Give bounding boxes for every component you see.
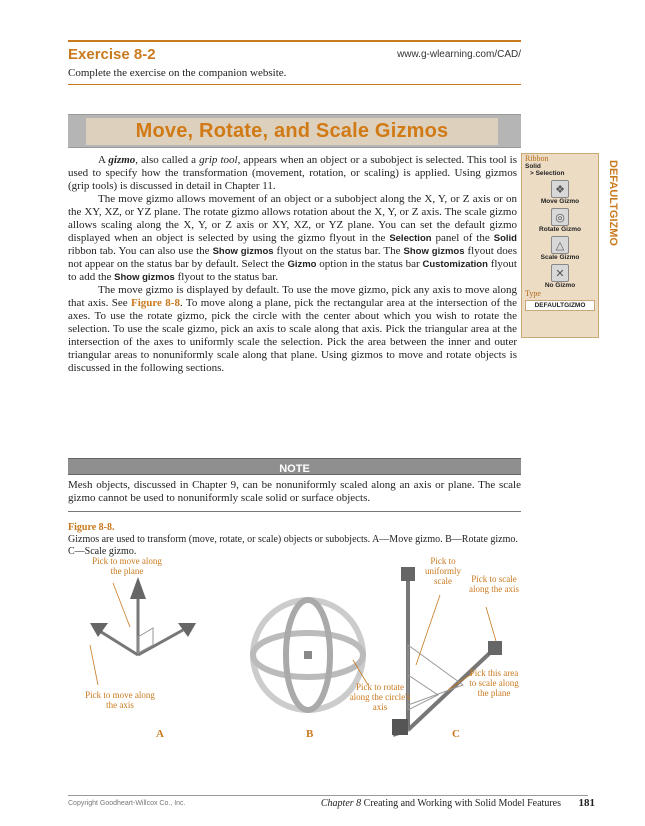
type-label: Type (525, 289, 541, 298)
note-heading: NOTE (279, 463, 310, 475)
term-grip-tool: grip tool (199, 154, 238, 166)
sidebar-vertical-title (599, 160, 619, 280)
rotate-gizmo-label: Rotate Gizmo (539, 226, 581, 233)
callout-rotate: Pick to rotate along the circle's axis (349, 682, 411, 712)
paragraph-3 (68, 284, 517, 375)
ribbon-label: Ribbon (525, 154, 549, 163)
ui-term-selection: Selection (389, 233, 432, 244)
paragraph-1 (68, 154, 517, 193)
text-run: flyout on the status bar. The (273, 245, 404, 257)
text-run: option in the status bar (316, 258, 423, 270)
callout-scale-axis: Pick to scale along the axis (469, 574, 519, 594)
scale-x-handle (488, 641, 502, 655)
exercise-top-rule (68, 40, 521, 42)
no-gizmo-icon[interactable]: ✕ (551, 264, 569, 282)
page-number: 181 (578, 797, 595, 809)
note-bottom-rule (68, 511, 521, 512)
rotate-gizmo-icon[interactable]: ◎ (551, 208, 569, 226)
type-command: DEFAULTGIZMO (525, 300, 595, 311)
section-title: Move, Rotate, and Scale Gizmos (135, 120, 449, 142)
move-z-arrowhead (130, 577, 146, 599)
text-run: flyout to the status bar. (174, 271, 279, 283)
term-gizmo: gizmo (108, 154, 136, 166)
footer-rule (68, 795, 588, 796)
panel-letter-c: C (452, 728, 460, 740)
exercise-description: Complete the exercise on the companion website. (68, 67, 287, 79)
text-run: , also called a (135, 154, 200, 166)
figure-caption: Gizmos are used to transform (move, rotate, or scale) objects or subobjects. A—Move gizmo. B—Rotate gizmo. C—Scale gizmo. (68, 534, 518, 557)
text-run: . To move along a plane, pick the rectangular area at the intersection of the axes. To use the rotate gizmo, pick the circle with the center about which you wish to rotate the selection. To use the scale gizmo, pick an axis to scale along that axis. Pick the triangular area at the intersection of the axes to uniformly scale the selection. Pick the area between the inner and outer triangular areas to nonuniformly scale along that plane. Using gizmos to move and rotate objects is discussed in the following sections. (68, 297, 517, 374)
move-gizmo-icon[interactable]: ❖ (551, 180, 569, 198)
footer-chapter (321, 798, 561, 809)
footer-chapter-title: Creating and Working with Solid Model Features (363, 798, 561, 809)
move-y-axis (98, 630, 138, 655)
callout-move-axis: Pick to move along the axis (85, 690, 155, 710)
note-heading-bar (68, 458, 521, 475)
ui-term-solid: Solid (493, 233, 517, 244)
panel-letter-a: A (156, 728, 164, 740)
callout-scale-plane: Pick this area to scale along the plane (469, 668, 519, 698)
leader-line (486, 607, 496, 641)
text-run: A (98, 154, 109, 166)
callout-uniform-scale: Pick to uniformly scale (425, 556, 461, 586)
scale-gizmo-label: Scale Gizmo (540, 254, 580, 261)
text-run: ribbon tab. You can also use the (68, 245, 213, 257)
ribbon-path-panel: > Selection (530, 170, 565, 177)
move-gizmo-drawing (90, 577, 196, 685)
figure-title: Figure 8-8. (68, 522, 115, 533)
section-banner (68, 114, 521, 148)
section-banner-inner (86, 118, 498, 145)
ui-term-gizmo: Gizmo (287, 259, 317, 270)
rotate-center (304, 651, 312, 659)
no-gizmo-label: No Gizmo (544, 282, 576, 289)
ui-term-show-gizmos: Show gizmos (212, 246, 274, 257)
footer-chapter-number: Chapter 8 (320, 798, 362, 809)
exercise-title: Exercise 8-2 (68, 46, 156, 63)
note-text: Mesh objects, discussed in Chapter 9, can be nonuniformly scaled along an axis or plane. The scale gizmo cannot be used to nonuniformly scale solid or surface objects. (68, 479, 521, 504)
leader-line (113, 583, 130, 627)
leader-line (90, 645, 98, 685)
ribbon-sidebar (521, 153, 599, 338)
ui-term-show-gizmos: Show gizmos (403, 246, 465, 257)
exercise-url[interactable]: www.g-wlearning.com/CAD/ (397, 49, 521, 60)
ui-term-show-gizmos: Show gizmos (114, 272, 175, 283)
text-run: flyout does not appear on the status bar by default. Select the (68, 245, 517, 270)
ribbon-path-tab: Solid (525, 163, 541, 170)
text-run: panel of the (431, 232, 494, 244)
move-gizmo-label: Move Gizmo (540, 198, 580, 205)
text-run: The move gizmo is displayed by default. To use the move gizmo, pick any axis to move along that axis. See (68, 284, 517, 309)
panel-letter-b: B (306, 728, 314, 740)
exercise-bottom-rule (68, 84, 521, 85)
callout-move-plane: Pick to move along the plane (92, 556, 162, 576)
body-text (68, 154, 517, 375)
scale-origin-cube (392, 719, 408, 735)
text-run: , appears when an object or a subobject is selected. This tool is used to specify how the transformation (movement, rotation, or scaling) is applied. Using gizmos (grip tools) is discussed in detail in Chapter 11. (68, 154, 518, 192)
footer-copyright: Copyright Goodheart-Willcox Co., Inc. (68, 800, 186, 807)
move-x-axis (138, 630, 183, 655)
paragraph-2 (68, 193, 517, 284)
text-run: The move gizmo allows movement of an object or a subobject along the X, Y, or Z axis or on the XY, XZ, or YZ plane. The rotate gizmo allows rotation about the X, Y, or Z axis. The scale gizmo allows scaling along the X, Y, or Z axis or XY, XZ, or YZ plane. You can set the default gizmo displayed when an object is selected by using the gizmo flyout in the (68, 193, 517, 244)
scale-z-handle (401, 567, 415, 581)
text-run: flyout to add the (68, 258, 517, 283)
scale-gizmo-icon[interactable]: △ (551, 236, 569, 254)
ui-term-customization: Customization (422, 259, 488, 270)
sidebar-vertical-text: DEFAULTGIZMO (607, 160, 619, 246)
figure-reference-link[interactable]: Figure 8-8 (130, 297, 180, 309)
leader-line (416, 595, 440, 665)
